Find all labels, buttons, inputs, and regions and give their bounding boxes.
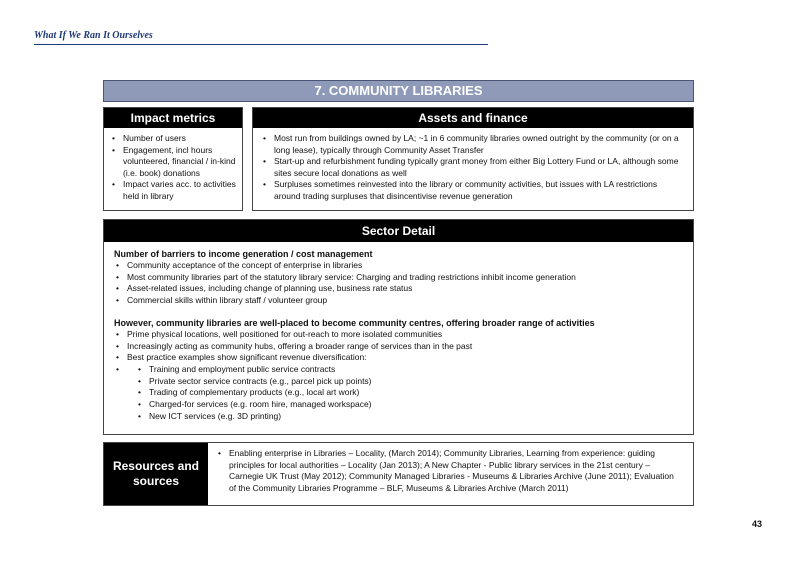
resources-list (216, 448, 683, 494)
list-item: • Most community libraries part of the statutory library service: Charging and trading restrictions inhibit income generation (114, 272, 685, 284)
sector-detail-box (103, 219, 694, 435)
assets-finance-box (252, 107, 694, 211)
opportunities-list (114, 329, 685, 423)
list-item: • Surpluses sometimes reinvested into the library or community activities, but issues with LA restrictions around trading surpluses that disincentivise revenue generation (261, 179, 685, 202)
impact-metrics-heading: Impact metrics (104, 108, 242, 128)
nested-list-container (114, 364, 685, 423)
list-item: • Enabling enterprise in Libraries – Locality, (March 2014); Community Libraries, Learning from experience: guiding principles for local authorities – Locality (Jan 2013); A New Chapter - Public library services in the 21st century – Carnegie UK Trust (May 2012); Community Managed Libraries - Museums & Libraries Archive (June 2011); Evaluation of the Community Libraries Programme – BLF, Museums & Libraries Archive (March 2011) (216, 448, 683, 494)
examples-list (114, 364, 685, 423)
opportunities-subheading: However, community libraries are well-placed to become community centres, offering broader range of activities (114, 317, 595, 328)
list-item: • Asset-related issues, including change of planning use, business rate status (114, 283, 685, 295)
resources-label: Resources and sources (104, 443, 208, 505)
list-item: • New ICT services (e.g. 3D printing) (136, 411, 685, 423)
list-item: • Most run from buildings owned by LA; ~1 in 6 community libraries owned outright by the community (or on a long lease), typically through Community Asset Transfer (261, 133, 685, 156)
page-number: 43 (752, 519, 763, 529)
assets-finance-heading: Assets and finance (253, 108, 693, 128)
list-item: • Charged-for services (e.g. room hire, managed workspace) (136, 399, 685, 411)
list-item: • Community acceptance of the concept of enterprise in libraries (114, 260, 685, 272)
list-item: • Start-up and refurbishment funding typically grant money from either Big Lottery Fund or LA, although some sites secure local donations as well (261, 156, 685, 179)
list-item: • • Training and employment public service contracts (136, 364, 685, 376)
impact-metrics-list (104, 128, 242, 202)
list-item: • Increasingly acting as community hubs, offering a broader range of services than in the past (114, 341, 685, 353)
list-item: • Trading of complementary products (e.g., local art work) (136, 387, 685, 399)
list-item: • Best practice examples show significant revenue diversification: (114, 352, 685, 364)
sector-detail-heading: Sector Detail (104, 220, 693, 242)
section-title-banner: 7. COMMUNITY LIBRARIES (103, 80, 694, 102)
list-item: • Commercial skills within library staff / volunteer group (114, 295, 685, 307)
title-underline (34, 44, 488, 45)
barriers-subheading: Number of barriers to income generation / cost management (114, 249, 373, 259)
list-item: • Prime physical locations, well positioned for out-reach to more isolated communities (114, 329, 685, 341)
barriers-list (114, 260, 685, 307)
list-item: • Private sector service contracts (e.g., parcel pick up points) (136, 376, 685, 388)
assets-finance-list (253, 128, 693, 202)
list-item: • Engagement, incl hours volunteered, financial / in-kind (i.e. book) donations (110, 145, 238, 180)
list-item: • Number of users (110, 133, 238, 145)
document-title: What If We Ran It Ourselves (34, 30, 153, 41)
resources-box (103, 442, 694, 506)
impact-metrics-box (103, 107, 243, 211)
list-item: • Impact varies acc. to activities held in library (110, 179, 238, 202)
